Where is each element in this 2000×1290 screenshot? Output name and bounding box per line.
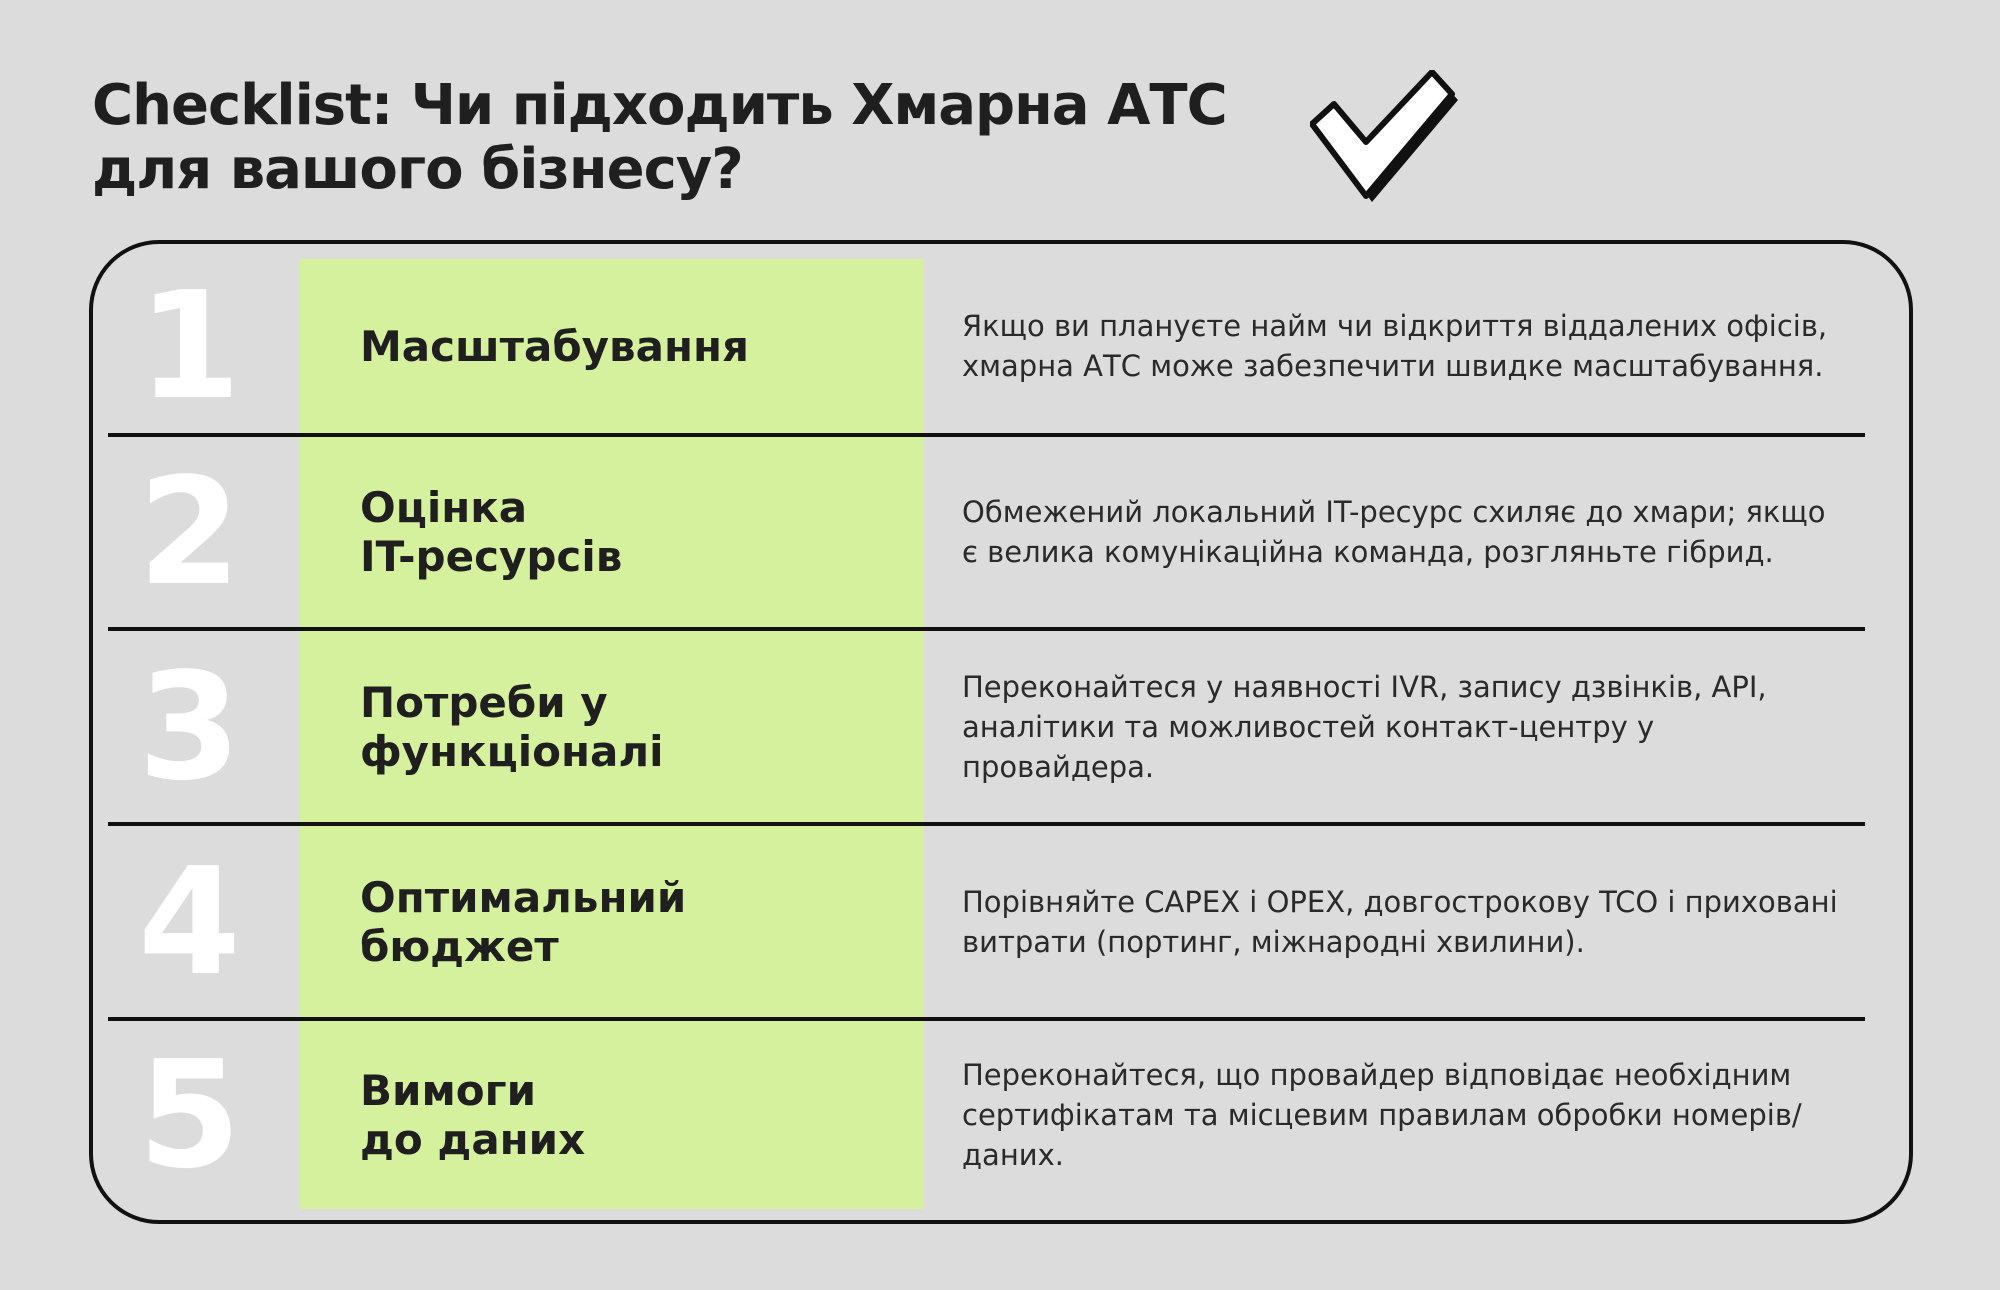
row-number: 1 xyxy=(138,260,241,432)
row-description: Обмежений локальний IT-ресурс схиляє до хмари; якщо є велика комунікаційна команда, розгляньте гібрид. xyxy=(962,495,1826,569)
row-number: 2 xyxy=(138,446,241,618)
row-description: Переконайтеся, що провайдер відповідає необхідним сертифікатам та місцевим правилам обробки номерів/даних. xyxy=(962,1058,1802,1172)
checklist-row-2 xyxy=(108,437,1865,627)
row-number: 4 xyxy=(138,835,241,1008)
row-label: Потреби у функціоналі xyxy=(360,677,664,776)
row-label: Масштабування xyxy=(360,321,749,371)
row-description: Переконайтеся у наявності IVR, запису дзвінків, API, аналітики та можливостей контакт-центру у провайдера. xyxy=(962,669,1767,784)
row-number: 5 xyxy=(138,1029,241,1201)
page-title: Checklist: Чи підходить Хмарна АТС для вашого бізнесу? xyxy=(92,73,1227,202)
row-description: Якщо ви плануєте найм чи відкриття віддалених офісів, хмарна АТС може забезпечити швидке масштабування. xyxy=(962,309,1828,383)
checkmark-icon xyxy=(1310,70,1460,210)
checklist-row-3 xyxy=(108,631,1865,822)
checklist-row-5 xyxy=(108,1021,1865,1209)
checklist-row-4 xyxy=(108,826,1865,1017)
row-label: Оптимальний бюджет xyxy=(360,872,687,971)
row-number: 3 xyxy=(138,640,241,813)
row-description: Порівняйте CAPEX і OPEX, довгострокову TCO і приховані витрати (портинг, міжнародні хвилини). xyxy=(962,884,1838,959)
checklist-row-1 xyxy=(108,259,1865,433)
row-label: Оцінка IT-ресурсів xyxy=(360,483,623,581)
row-label: Вимоги до даних xyxy=(360,1066,586,1164)
